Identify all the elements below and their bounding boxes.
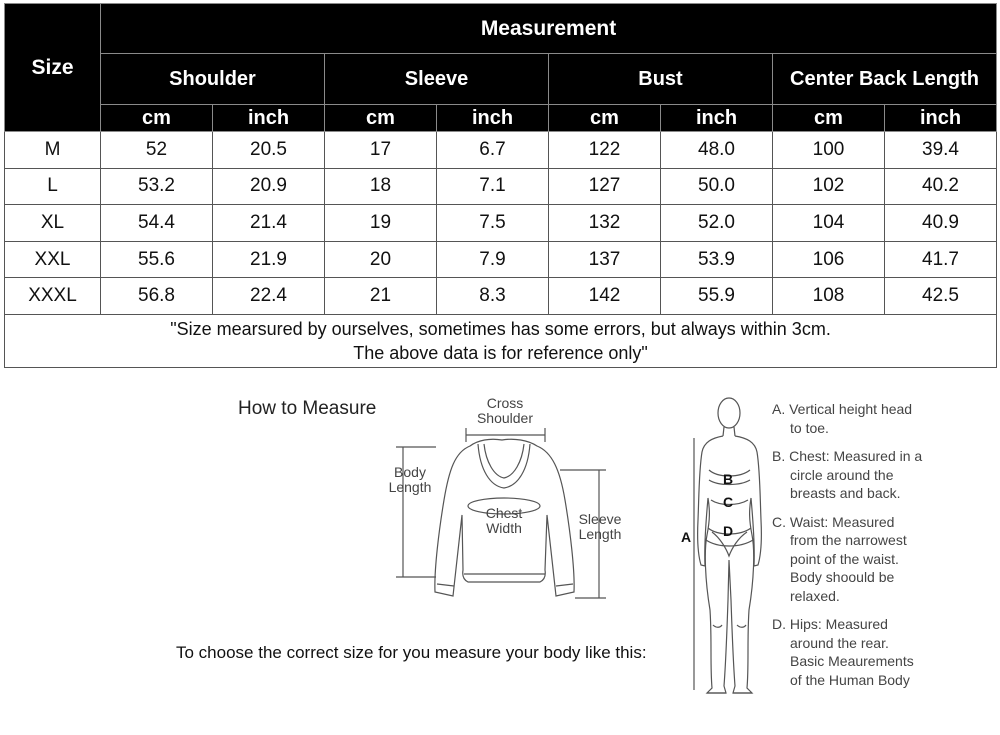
measurement-cell: 108 — [773, 278, 885, 315]
measurement-cell: 42.5 — [885, 278, 997, 315]
measurement-cell: 55.6 — [101, 241, 213, 278]
measurement-cell: 20.5 — [213, 132, 325, 169]
table-row — [5, 132, 997, 169]
measurement-cell: 41.7 — [885, 241, 997, 278]
size-cell: XXL — [5, 241, 101, 278]
measurement-cell: 6.7 — [437, 132, 549, 169]
marker-d: D — [723, 523, 734, 539]
measurement-cell: 104 — [773, 205, 885, 242]
measurement-header: Measurement — [101, 4, 997, 54]
size-cell: M — [5, 132, 101, 169]
size-cell: XXXL — [5, 278, 101, 315]
choose-size-instruction: To choose the correct size for you measure your body like this: — [176, 643, 647, 662]
note-line-2: The above data is for reference only" — [353, 343, 648, 363]
measurement-cell: 106 — [773, 241, 885, 278]
unit-header: inch — [437, 105, 549, 132]
body-length-label: Body Length — [388, 464, 432, 495]
size-chart-table — [4, 3, 997, 368]
measurement-cell: 137 — [549, 241, 661, 278]
note-line-1: "Size mearsured by ourselves, sometimes has some errors, but always within 3cm. — [170, 319, 831, 339]
sleeve-length-label: Sleeve Length — [578, 511, 622, 542]
measurement-cell: 21.9 — [213, 241, 325, 278]
cross-shoulder-label: Cross Shoulder — [476, 395, 534, 426]
body-figure-diagram — [675, 392, 770, 702]
table-row — [5, 168, 997, 205]
reference-note — [5, 315, 997, 368]
measurement-cell: 122 — [549, 132, 661, 169]
marker-a: A — [681, 529, 692, 545]
measurement-cell: 55.9 — [661, 278, 773, 315]
measurement-cell: 142 — [549, 278, 661, 315]
measurement-cell: 53.9 — [661, 241, 773, 278]
measurement-cell: 19 — [325, 205, 437, 242]
marker-c: C — [723, 494, 734, 510]
measurement-cell: 52.0 — [661, 205, 773, 242]
measurement-cell: 100 — [773, 132, 885, 169]
measurement-cell: 17 — [325, 132, 437, 169]
measurement-cell: 127 — [549, 168, 661, 205]
unit-header: cm — [549, 105, 661, 132]
bust-header: Bust — [549, 54, 773, 105]
table-row — [5, 241, 997, 278]
measurement-cell: 48.0 — [661, 132, 773, 169]
how-to-measure-title: How to Measure — [238, 398, 377, 419]
unit-header: inch — [661, 105, 773, 132]
measurement-cell: 40.2 — [885, 168, 997, 205]
measurement-cell: 7.5 — [437, 205, 549, 242]
legend-item-c: C. Waist: Measured from the narrowest point of the waist. Body shoould be relaxed. — [772, 513, 907, 604]
measurement-cell: 18 — [325, 168, 437, 205]
measurement-cell: 40.9 — [885, 205, 997, 242]
chest-width-label: Chest Width — [485, 505, 523, 536]
size-cell: XL — [5, 205, 101, 242]
measurement-cell: 20 — [325, 241, 437, 278]
legend-item-a: A. Vertical height head to toe. — [772, 401, 913, 436]
size-rows — [5, 132, 997, 315]
measurement-cell: 132 — [549, 205, 661, 242]
table-row — [5, 278, 997, 315]
measurement-cell: 56.8 — [101, 278, 213, 315]
measurement-cell: 21 — [325, 278, 437, 315]
unit-header: cm — [101, 105, 213, 132]
measurement-cell: 20.9 — [213, 168, 325, 205]
size-header: Size — [5, 4, 101, 132]
center-back-length-header: Center Back Length — [773, 54, 997, 105]
unit-header: inch — [213, 105, 325, 132]
sleeve-header: Sleeve — [325, 54, 549, 105]
legend-item-b: B. Chest: Measured in a circle around the breasts and back. — [772, 448, 923, 501]
measurement-cell: 22.4 — [213, 278, 325, 315]
size-cell: L — [5, 168, 101, 205]
unit-header: cm — [325, 105, 437, 132]
table-row — [5, 205, 997, 242]
measurement-legend — [772, 400, 972, 699]
measurement-cell: 50.0 — [661, 168, 773, 205]
measurement-cell: 8.3 — [437, 278, 549, 315]
measurement-cell: 53.2 — [101, 168, 213, 205]
measurement-cell: 21.4 — [213, 205, 325, 242]
measurement-cell: 7.1 — [437, 168, 549, 205]
measurement-cell: 7.9 — [437, 241, 549, 278]
marker-b: B — [723, 471, 734, 487]
measurement-cell: 54.4 — [101, 205, 213, 242]
measurement-cell: 102 — [773, 168, 885, 205]
measurement-cell: 39.4 — [885, 132, 997, 169]
measurement-cell: 52 — [101, 132, 213, 169]
unit-header: cm — [773, 105, 885, 132]
shoulder-header: Shoulder — [101, 54, 325, 105]
legend-item-d: D. Hips: Measured around the rear. Basic Meaurements of the Human Body — [772, 616, 914, 688]
unit-header: inch — [885, 105, 997, 132]
